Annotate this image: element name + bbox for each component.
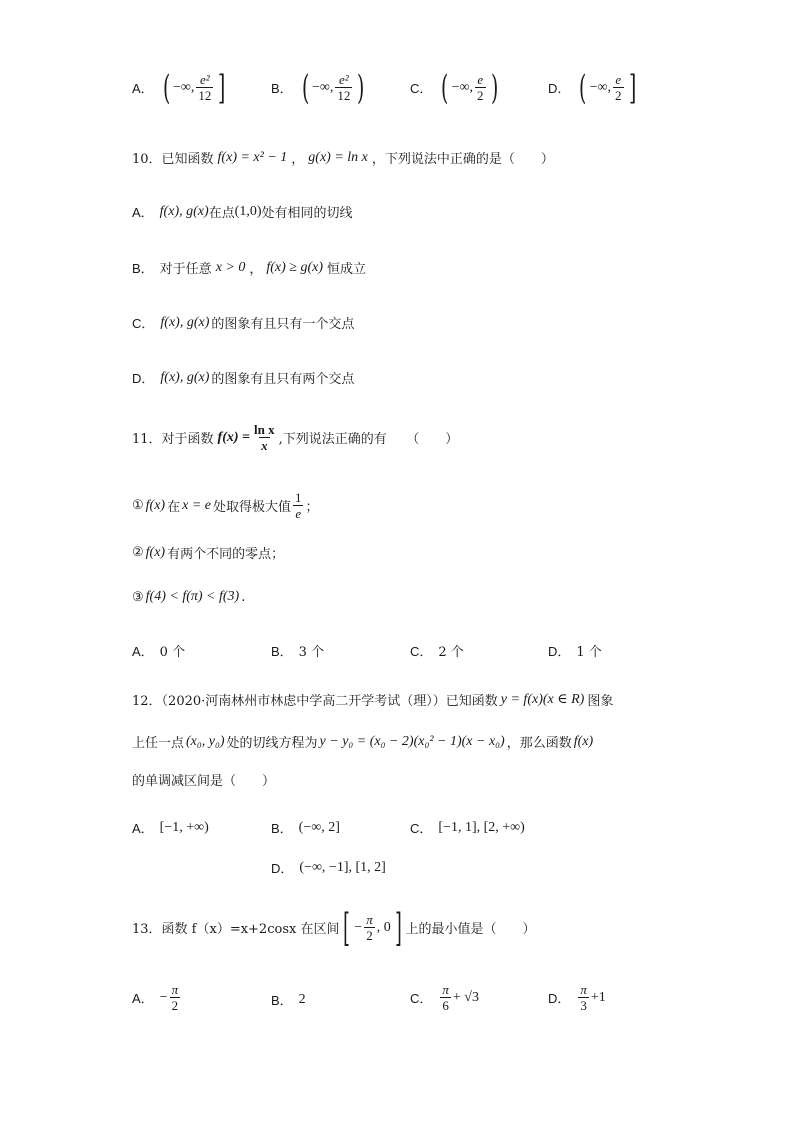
question-number: 11．对于函数 (132, 432, 214, 447)
question-10-stem: 10．已知函数 f(x) = x² − 1 ， g(x) = ln x ，下列说法中正确的是（ ） (132, 149, 554, 167)
f-definition: f(x) = x² − 1 (217, 149, 288, 165)
fraction: $\frac{\text{e²}}{12}$ (337, 72, 351, 103)
q13-option-d[interactable]: D． $\frac{\pi}{3}$ +1 (548, 982, 606, 1013)
q13-option-c[interactable]: C． $\frac{\pi}{6}$ + √3 (410, 982, 479, 1013)
q12-option-c[interactable]: C． [−1, 1], [2, +∞) (410, 819, 525, 836)
q9-option-c[interactable] (410, 67, 501, 108)
fraction: $\frac{\pi}{2}$ (366, 912, 373, 943)
q10-option-c[interactable]: C． f(x), g(x) 的图象有且只有一个交点 (132, 314, 355, 332)
question-tail: ，下列说法中正确的是（ ） (371, 152, 554, 167)
fraction: $\frac{\pi}{3}$ (580, 982, 587, 1013)
fraction: $\frac{\text{ln x}}{x}$ (254, 422, 275, 453)
close-bracket: ] (628, 67, 636, 108)
interval-lead: −∞, (311, 79, 334, 95)
fraction: $\frac{e}{2}$ (615, 72, 622, 103)
q10-option-b[interactable]: B． 对于任意 x > 0 ， f(x) ≥ g(x) 恒成立 (132, 259, 367, 277)
close-bracket: ] (218, 67, 226, 108)
q11-option-b[interactable]: B． 3 个 (271, 644, 325, 660)
q11-statement-3: ③ f(4) < f(π) < f(3) . (132, 589, 246, 605)
fraction: $\frac{1}{e}$ (295, 490, 302, 521)
question-number: 10．已知函数 (132, 152, 214, 167)
question-12-stem-line-3: 的单调减区间是（ ） (132, 774, 276, 789)
q11-statement-2: ② f(x) 有两个不同的零点； (132, 544, 285, 562)
close-bracket: ) (490, 67, 498, 108)
question-12-stem-line-2: 上任一点 (x₀, y₀) 处的切线方程为 y − y₀ = (x₀ − 2)(x₀² − 1)(x − x₀) ，那么函数 f(x) (132, 733, 594, 751)
option-letter: D． (548, 81, 571, 96)
q11-option-d[interactable]: D． 1 个 (548, 644, 602, 660)
q10-option-a[interactable]: A． f(x), g(x) 在点 (1,0) 处有相同的切线 (132, 203, 353, 221)
option-letter: C． (410, 81, 433, 96)
q13-option-b[interactable]: B． 2 (271, 991, 306, 1008)
question-12-stem-line-1: 12．（2020·河南林州市林虑中学高二开学考试（理））已知函数 y = f(x)(x ∈ R) 图象 (132, 692, 614, 709)
fraction: $\frac{\text{e²}}{12}$ (198, 72, 212, 103)
open-bracket: ( (301, 67, 309, 108)
q12-option-d[interactable]: D． (−∞, −1], [1, 2] (271, 859, 386, 876)
q9-option-b[interactable] (271, 67, 368, 108)
q11-statement-1: ① f(x) 在 x = e 处取得极大值 $\frac{1}{e}$ ； (132, 490, 319, 521)
close-bracket: ] (394, 905, 402, 950)
fraction: $\frac{\pi}{6}$ (442, 982, 449, 1013)
interval-lead: −∞, (589, 79, 612, 95)
g-definition: g(x) = ln x (308, 149, 368, 165)
question-11-stem (132, 422, 458, 453)
open-bracket: ( (162, 67, 170, 108)
question-tail: ,下列说法正确的有 （ ） (278, 432, 459, 447)
q11-option-c[interactable]: C． 2 个 (410, 644, 464, 660)
interval-lead: −∞, (172, 79, 195, 95)
function-label: f(x) = (217, 429, 251, 445)
q12-option-b[interactable]: B． (−∞, 2] (271, 819, 340, 836)
interval-lead: −∞, (451, 79, 474, 95)
close-bracket: ) (357, 67, 365, 108)
q9-option-d[interactable] (548, 67, 639, 108)
option-letter: B． (271, 81, 293, 96)
fraction: $\frac{\pi}{2}$ (171, 982, 179, 1013)
question-13-stem: 13．函数 f（x）=x+2cosx 在区间 [ − $\frac{\pi}{2}$ , 0 ] 上的最小值是（ ） (132, 905, 536, 950)
open-bracket: ( (441, 67, 449, 108)
q9-option-a[interactable] (132, 67, 229, 108)
q12-option-a[interactable]: A． [−1, +∞) (132, 819, 209, 836)
q11-option-a[interactable]: A． 0 个 (132, 644, 186, 660)
open-bracket: [ (343, 905, 351, 950)
q10-option-d[interactable]: D． f(x), g(x) 的图象有且只有两个交点 (132, 369, 355, 387)
q13-option-a[interactable]: A． − $\frac{\pi}{2}$ (132, 982, 179, 1013)
open-bracket: ( (579, 67, 587, 108)
option-letter: A． (132, 81, 154, 96)
fraction: $\frac{e}{2}$ (477, 72, 484, 103)
